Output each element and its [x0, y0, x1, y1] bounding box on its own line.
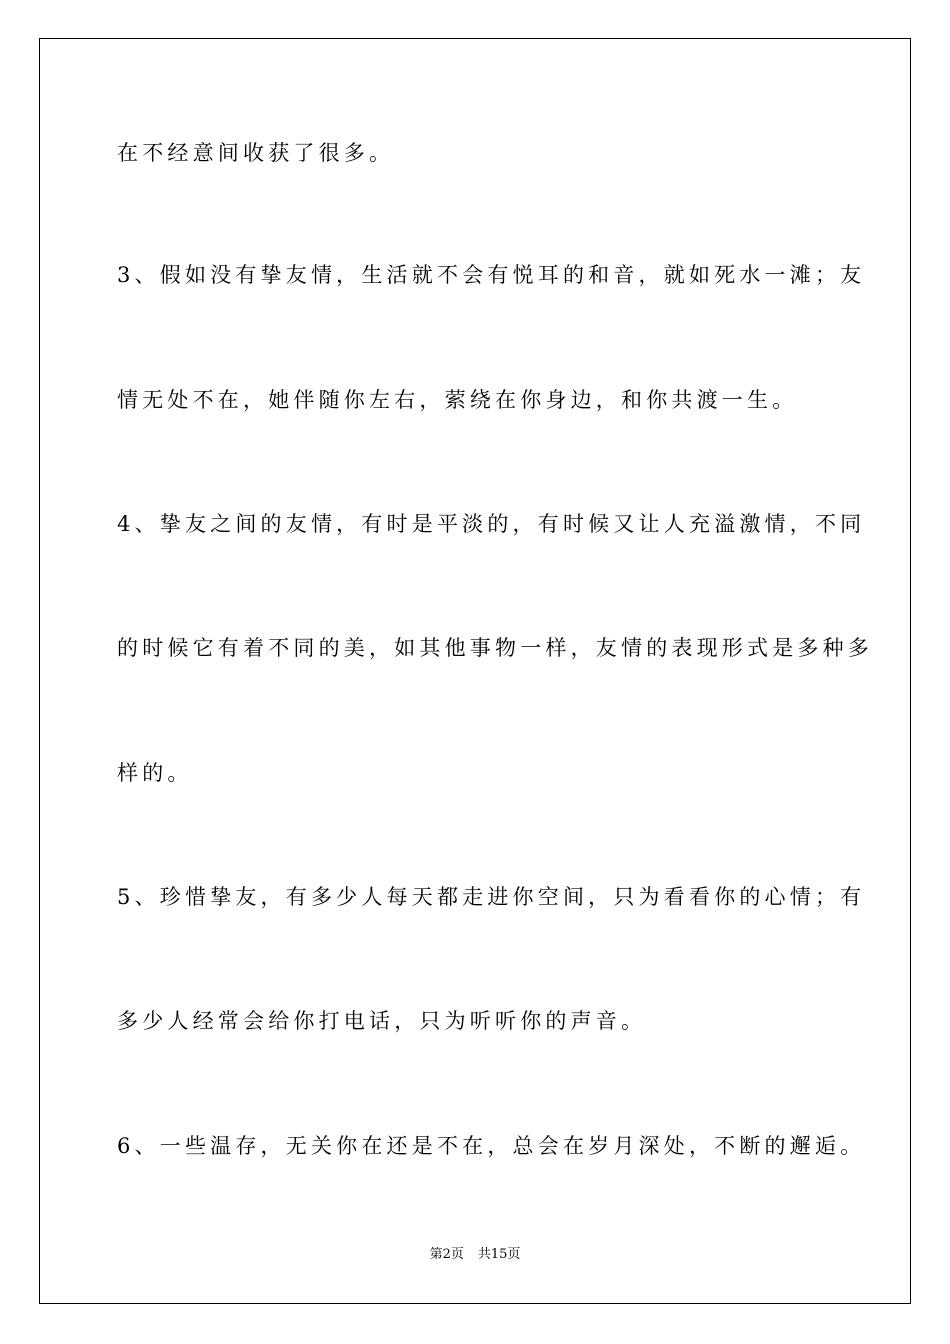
text-line-4: 4、挚友之间的友情，有时是平淡的，有时候又让人充溢激情，不同 [117, 512, 866, 536]
text-line-8: 多少人经常会给你打电话，只为听听你的声音。 [117, 1009, 647, 1033]
text-line-7: 5、珍惜挚友，有多少人每天都走进你空间，只为看看你的心情；有 [117, 885, 866, 909]
page-border [39, 38, 911, 1304]
page-footer [0, 1246, 950, 1264]
text-line-9: 6、一些温存，无关你在还是不在，总会在岁月深处，不断的邂逅。 [117, 1134, 866, 1158]
text-line-1: 在不经意间收获了很多。 [117, 141, 395, 165]
total-pages-label: 共15页 [477, 1247, 521, 1262]
current-page-label: 第2页 [429, 1247, 464, 1262]
text-line-5: 的时候它有着不同的美，如其他事物一样，友情的表现形式是多种多 [117, 636, 873, 660]
text-line-3: 情无处不在，她伴随你左右，萦绕在你身边，和你共渡一生。 [117, 388, 798, 412]
text-line-6: 样的。 [117, 761, 193, 785]
text-line-2: 3、假如没有挚友情，生活就不会有悦耳的和音，就如死水一滩；友 [117, 263, 866, 287]
